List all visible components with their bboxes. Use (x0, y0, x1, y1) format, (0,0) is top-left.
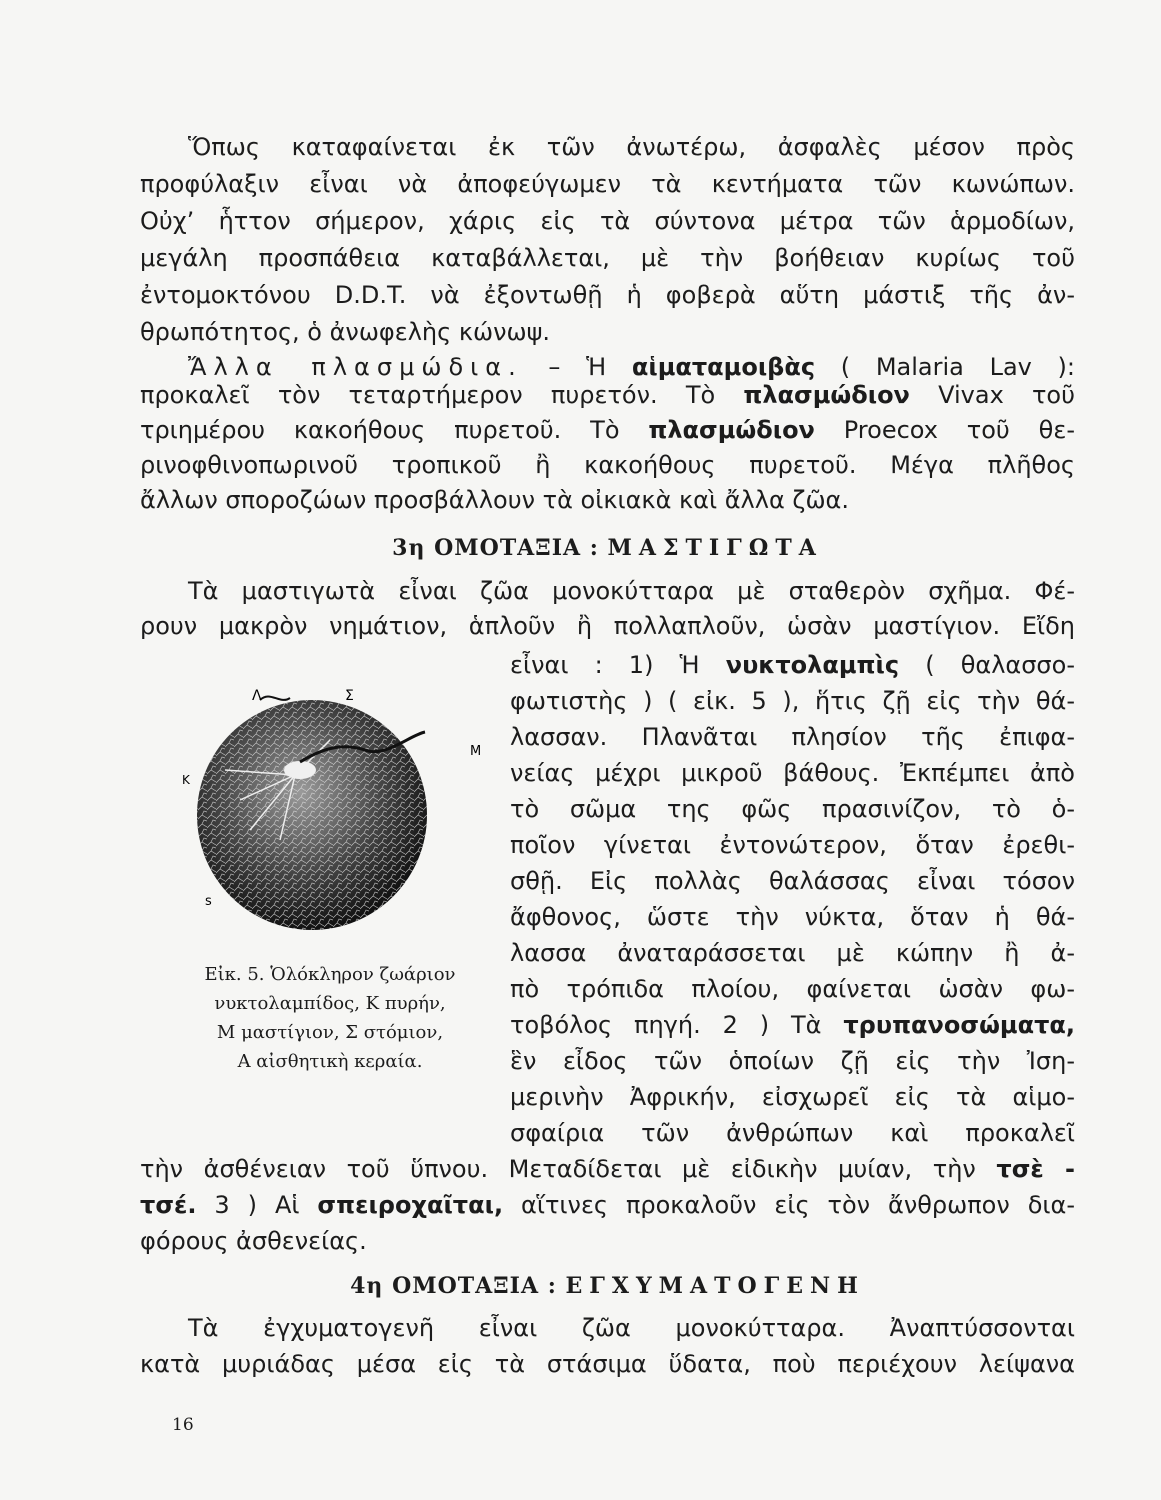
bold-term: αἱματαμοιβὰς (631, 353, 816, 381)
text-line (510, 648, 1075, 682)
noctiluca-figure (180, 680, 500, 940)
text-line (140, 413, 1075, 447)
section-heading (140, 1273, 1075, 1299)
figure-caption (180, 960, 480, 1076)
noctiluca-illustration (180, 680, 500, 940)
text-line (140, 378, 1075, 412)
text-line: ἄλλων σποροζώων προσβάλλουν τὰ οἰκιακὰ καὶ ἄλλα ζῶα. (140, 486, 850, 514)
text-span: αἵτινες προκαλοῦν εἰς τὸν ἄνθρωπον δια- (503, 1191, 1075, 1219)
text-span: ( Malaria Lav ): (815, 353, 1076, 381)
bold-term: τσέ. (140, 1191, 197, 1219)
cell-texture (197, 700, 427, 930)
text-span: Proecox τοῦ θε- (814, 416, 1075, 444)
text-line: φόρους ἀσθενείας. (140, 1227, 367, 1255)
text-line: πὸ τρόπιδα πλοίου, φαίνεται ὡσὰν φω- (510, 975, 1075, 1003)
text-line: σφαίρια τῶν ἀνθρώπων καὶ προκαλεῖ (510, 1119, 1075, 1147)
text-span: 3 ) Αἱ (196, 1191, 318, 1219)
label-A: Λ (252, 688, 262, 704)
text-line (140, 1188, 1075, 1222)
spaced-lead: Ἄλλα πλασμώδια. (188, 353, 523, 381)
section-heading (140, 535, 1075, 561)
caption-line: Εἰκ. 5. Ὁλόκληρον ζωάριον (204, 964, 456, 985)
text-line: ἓν εἶδος τῶν ὁποίων ζῇ εἰς τὴν Ἰση- (510, 1047, 1075, 1075)
text-span: εἶναι : 1) Ἡ (510, 651, 726, 679)
bold-term: τρυπανοσώματα, (843, 1011, 1075, 1039)
text-span: ( θαλασσο- (899, 651, 1075, 679)
text-span: τοβόλος πηγή. 2 ) Τὰ (510, 1011, 844, 1039)
text-span: – Ἡ (522, 353, 632, 381)
text-line: θρωπότητος, ὁ ἀνωφελὴς κώνωψ. (140, 318, 551, 346)
text-line: Τὰ μαστιγωτὰ εἶναι ζῶα μονοκύτταρα μὲ σταθερὸν σχῆμα. Φέ- (188, 577, 1075, 605)
bold-term: σπειροχαῖται, (317, 1191, 504, 1219)
text-line: ρινοφθινοπωρινοῦ τροπικοῦ ἢ κακοήθους πυρετοῦ. Μέγα πλῆθος (140, 451, 1075, 479)
bold-term: πλασμώδιον (743, 381, 910, 409)
bold-term: νυκτολαμπὶς (725, 651, 900, 679)
text-line: ἄφθονος, ὥστε τὴν νύκτα, ὅταν ἡ θά- (510, 903, 1075, 931)
text-line: φωτιστὴς ) ( εἰκ. 5 ), ἥτις ζῇ εἰς τὴν θά- (510, 687, 1075, 715)
bold-term: τσὲ - (996, 1155, 1075, 1183)
caption-line: νυκτολαμπίδος, Κ πυρήν, (214, 993, 446, 1014)
text-line: τὸ σῶμα της φῶς πρασινίζον, τὸ ὁ- (510, 795, 1075, 823)
heading-title: ΕΓΧΥΜΑΤΟΓΕΝΗ (565, 1273, 865, 1299)
text-line: προφύλαξιν εἶναι νὰ ἀποφεύγωμεν τὰ κεντήματα τῶν κωνώπων. (140, 170, 1075, 198)
text-span: Vivax τοῦ (909, 381, 1075, 409)
caption-line: Μ μαστίγιον, Σ στόμιον, (216, 1022, 444, 1043)
heading-label: 3η ΟΜΟΤΑΞΙΑ : (392, 535, 599, 561)
text-line: μερινὴν Ἀφρικήν, εἰσχωρεῖ εἰς τὰ αἱμο- (510, 1083, 1075, 1111)
text-line: ἐντομοκτόνου D.D.T. νὰ ἐξοντωθῇ ἡ φοβερὰ αὕτη μάστιξ τῆς ἀν- (140, 281, 1075, 309)
text-line: νείας μέχρι μικροῦ βάθους. Ἐκπέμπει ἀπὸ (510, 759, 1075, 787)
antenna (260, 696, 290, 700)
text-line: μεγάλη προσπάθεια καταβάλλεται, μὲ τὴν βοήθειαν κυρίως τοῦ (140, 244, 1075, 272)
page-number: 16 (172, 1415, 194, 1435)
text-line: ρουν μακρὸν νημάτιον, ἁπλοῦν ἢ πολλαπλοῦν, ὡσὰν μαστίγιον. Εἴδη (140, 612, 1075, 640)
label-K: Κ (182, 773, 190, 787)
label-M: Μ (470, 744, 482, 759)
label-S: Σ (345, 688, 354, 704)
text-span: τριημέρου κακοήθους πυρετοῦ. Τὸ (140, 416, 649, 444)
caption-line: Α αἰσθητικὴ κεραία. (237, 1051, 423, 1072)
text-line (510, 1008, 1075, 1042)
text-line: Τὰ ἐγχυματογενῆ εἶναι ζῶα μονοκύτταρα. Ἀναπτύσσονται (188, 1314, 1075, 1342)
nucleus (284, 761, 316, 779)
text-line: κατὰ μυριάδας μέσα εἰς τὰ στάσιμα ὕδατα, ποὺ περιέχουν λείψανα (140, 1350, 1075, 1378)
text-line: λασσαν. Πλανᾶται πλησίον τῆς ἐπιφα- (510, 723, 1075, 751)
text-span: προκαλεῖ τὸν τεταρτήμερον πυρετόν. Τὸ (140, 381, 744, 409)
heading-label: 4η ΟΜΟΤΑΞΙΑ : (350, 1273, 557, 1299)
text-line: λασσα ἀναταράσσεται μὲ κώπην ἢ ἀ- (510, 939, 1075, 967)
text-line: σθῇ. Εἰς πολλὰς θαλάσσας εἶναι τόσον (510, 867, 1075, 895)
label-s: s (205, 894, 212, 909)
text-line (140, 1152, 1075, 1186)
text-line: Ὅπως καταφαίνεται ἐκ τῶν ἀνωτέρω, ἀσφαλὲς μέσον πρὸς (188, 133, 1075, 161)
text-line: ποῖον γίνεται ἐντονώτερον, ὅταν ἐρεθι- (510, 831, 1075, 859)
text-span: τὴν ἀσθένειαν τοῦ ὕπνου. Μεταδίδεται μὲ εἰδικὴν μυίαν, τὴν (140, 1155, 997, 1183)
heading-title: ΜΑΣΤΙΓΩΤΑ (607, 535, 823, 561)
text-line: Οὐχ’ ἧττον σήμερον, χάρις εἰς τὰ σύντονα μέτρα τῶν ἁρμοδίων, (140, 207, 1075, 235)
bold-term: πλασμώδιον (648, 416, 815, 444)
